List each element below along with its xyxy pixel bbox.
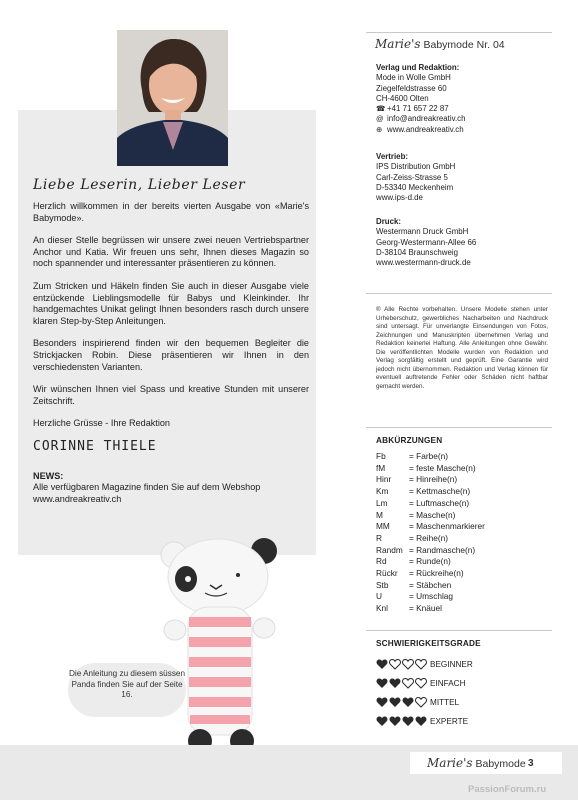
news-heading: NEWS: (33, 470, 64, 481)
abbreviation-row (376, 580, 485, 592)
pattern-callout: Die Anleitung zu diesem süssen Panda finden Sie auf der Seite 16. (68, 663, 186, 717)
print-line: Westermann Druck GmbH (376, 227, 469, 237)
abbreviation-key: Randm (376, 544, 403, 555)
abbreviation-key: fM (376, 462, 386, 473)
distribution-line: Carl-Zeiss-Strasse 5 (376, 172, 448, 182)
abbreviation-value: = feste Masche(n) (409, 462, 476, 473)
difficulty-hearts (376, 678, 430, 689)
heart-outline-icon (415, 678, 427, 689)
abbreviation-value: = Masche(n) (409, 509, 456, 520)
news-link[interactable]: www.andreakreativ.ch (33, 493, 122, 504)
divider (366, 630, 552, 631)
abbreviation-value: = Kettmasche(n) (409, 486, 471, 497)
editorial-paragraph: Herzlich willkommen in der bereits vierten Ausgabe von «Marie's Babymode». (33, 201, 309, 223)
abbreviations-list (376, 451, 485, 615)
abbreviation-row (376, 568, 485, 580)
signature: CORINNE THIELE (33, 438, 157, 454)
magazine-brand: Marie's (375, 37, 421, 51)
editorial-paragraph: Besonders inspirierend finden wir den bequemen Begleiter die Strickjacken Robin. Diese präsentieren wir Ihnen in den verschiedensten Varianten. (33, 338, 309, 372)
print-heading: Druck: (376, 217, 401, 226)
heart-filled-icon (389, 716, 401, 727)
publisher-phone (376, 104, 556, 114)
at-icon: @ (376, 114, 384, 124)
abbreviation-key: Rd (376, 556, 387, 567)
heart-filled-icon (376, 716, 388, 727)
heart-outline-icon (415, 697, 427, 708)
divider (366, 293, 552, 294)
heart-filled-icon (415, 716, 427, 727)
difficulty-heading: SCHWIERIGKEITSGRADE (376, 639, 481, 648)
abbreviation-key: Stb (376, 579, 389, 590)
distribution-line: IPS Distribution GmbH (376, 162, 456, 172)
abbreviation-value: = Reihe(n) (409, 532, 448, 543)
heart-filled-icon (376, 678, 388, 689)
heart-outline-icon (402, 678, 414, 689)
web-link[interactable]: www.andreakreativ.ch (387, 124, 464, 134)
abbreviation-row (376, 474, 485, 486)
editorial-text (33, 175, 309, 505)
heart-filled-icon (402, 697, 414, 708)
abbreviation-value: = Hinreihe(n) (409, 474, 458, 485)
abbreviation-value: = Umschlag (409, 591, 454, 602)
difficulty-hearts (376, 659, 430, 670)
abbreviation-value: = Knäuel (409, 603, 442, 614)
abbreviation-row (376, 545, 485, 557)
abbreviation-key: M (376, 509, 383, 520)
globe-icon: ⊕ (376, 124, 383, 134)
phone-number: +41 71 657 22 87 (387, 104, 449, 114)
difficulty-label: EXPERTE (430, 717, 469, 726)
legal-notice: ® Alle Rechte vorbehalten. Unsere Modelle stehen unter Urheberschutz, gewerbliches Nacharbeiten und Nachdruck sind untersagt. Für unverlangte Einsendungen von Fotos, Zeichnungen und Manuskripten übernehmen Verlag und Redaktion keinerlei Haftung. Alle Anleitungen ohne Gewähr. Die veröffentlichten Modelle wurden von Redaktion und Verlag sorgfältig erstellt und geprüft. Eine Garantie wird jedoch nicht übernommen. Redaktion und Verlag können für eventuell auftretende Fehler oder Schäden nicht haftbar gemacht werden. (376, 306, 548, 390)
editorial-paragraph: An dieser Stelle begrüssen wir unsere zwei neuen Vertriebspartner Anchor und Katia. Wir freuen uns sehr, Ihnen dieses Magazin so noch spannender und interessanter präsentieren zu können. (33, 235, 309, 269)
abbreviation-key: Rückr (376, 568, 398, 579)
abbreviation-key: Lm (376, 497, 388, 508)
divider (366, 427, 552, 428)
publisher-line: Ziegelfeldstrasse 60 (376, 83, 447, 93)
difficulty-hearts (376, 697, 430, 708)
editorial-paragraph: Wir wünschen Ihnen viel Spass und kreative Stunden mit unserer Zeitschrift. (33, 384, 309, 406)
difficulty-list (376, 655, 473, 731)
abbreviation-row (376, 498, 485, 510)
panda-toy-image (160, 535, 280, 757)
heart-filled-icon (389, 678, 401, 689)
difficulty-row (376, 712, 473, 731)
publisher-line: CH-4600 Olten (376, 93, 429, 103)
difficulty-row (376, 674, 473, 693)
abbreviation-value: = Stäbchen (409, 579, 452, 590)
abbreviation-key: Km (376, 486, 389, 497)
footer-magazine: Babymode (475, 758, 526, 770)
difficulty-hearts (376, 716, 430, 727)
difficulty-row (376, 655, 473, 674)
abbreviation-key: U (376, 591, 382, 602)
page-number: 3 (528, 758, 534, 769)
heart-filled-icon (376, 697, 388, 708)
magazine-issue: Babymode Nr. 04 (423, 39, 505, 51)
print-block (376, 217, 556, 268)
publisher-email (376, 114, 556, 124)
heart-outline-icon (389, 659, 401, 670)
abbreviation-row (376, 486, 485, 498)
heart-filled-icon (402, 716, 414, 727)
abbreviation-value: = Farbe(n) (409, 451, 448, 461)
news-text: Alle verfügbaren Magazine finden Sie auf dem Webshop (33, 482, 261, 493)
greeting-heading: Liebe Leserin, Lieber Leser (33, 177, 246, 193)
email-link[interactable]: info@andreakreativ.ch (387, 114, 466, 124)
difficulty-row (376, 693, 473, 712)
abbreviation-key: Fb (376, 451, 386, 461)
distribution-link[interactable]: www.ips-d.de (376, 193, 423, 203)
editorial-paragraph: Zum Stricken und Häkeln finden Sie auch in dieser Ausgabe viele entzückende Lieblingsmodelle für Babys und Kleinkinder. Ihr handgemachtes Unikat gelingt Ihnen besonders rasch durch unsere klaren Step-by-Step Anleitungen. (33, 280, 309, 326)
publisher-web (376, 125, 556, 135)
abbreviation-key: Knl (376, 603, 388, 614)
abbreviation-value: = Randmasche(n) (409, 544, 476, 555)
distribution-heading: Vertrieb: (376, 152, 409, 161)
difficulty-label: MITTEL (430, 698, 460, 707)
abbreviation-row (376, 521, 485, 533)
phone-icon: ☎ (376, 104, 386, 114)
abbreviations-heading: ABKÜRZUNGEN (376, 436, 443, 445)
abbreviation-row (376, 556, 485, 568)
divider (366, 32, 552, 33)
print-line: Georg-Westermann-Allee 66 (376, 237, 477, 247)
publisher-line: Mode in Wolle GmbH (376, 73, 451, 83)
heart-filled-icon (376, 659, 388, 670)
abbreviation-key: R (376, 532, 382, 543)
publisher-block (376, 63, 556, 135)
publisher-heading: Verlag und Redaktion: (376, 63, 460, 72)
print-line: D-38104 Braunschweig (376, 247, 459, 257)
footer-brand: Marie's (427, 756, 473, 770)
difficulty-label: BEGINNER (430, 660, 473, 669)
heart-filled-icon (389, 697, 401, 708)
distribution-line: D-53340 Meckenheim (376, 182, 454, 192)
heart-outline-icon (402, 659, 414, 670)
news-section (33, 471, 309, 506)
abbreviation-key: MM (376, 521, 390, 532)
abbreviation-value: = Runde(n) (409, 556, 451, 567)
abbreviation-row (376, 463, 485, 475)
abbreviation-value: = Rückreihe(n) (409, 568, 464, 579)
abbreviation-row (376, 603, 485, 615)
magazine-title (375, 37, 505, 51)
abbreviation-value: = Luftmasche(n) (409, 497, 470, 508)
abbreviation-value: = Maschenmarkierer (409, 521, 485, 532)
editor-portrait (117, 30, 228, 166)
abbreviation-row (376, 451, 485, 463)
distribution-block (376, 152, 556, 203)
closing-line: Herzliche Grüsse - Ihre Redaktion (33, 418, 170, 429)
print-link[interactable]: www.westermann-druck.de (376, 258, 471, 268)
abbreviation-key: Hinr (376, 474, 392, 485)
footer-title (427, 756, 526, 770)
abbreviation-row (376, 591, 485, 603)
abbreviation-row (376, 533, 485, 545)
difficulty-label: EINFACH (430, 679, 466, 688)
watermark: PassionForum.ru (468, 784, 547, 795)
abbreviation-row (376, 510, 485, 522)
heart-outline-icon (415, 659, 427, 670)
